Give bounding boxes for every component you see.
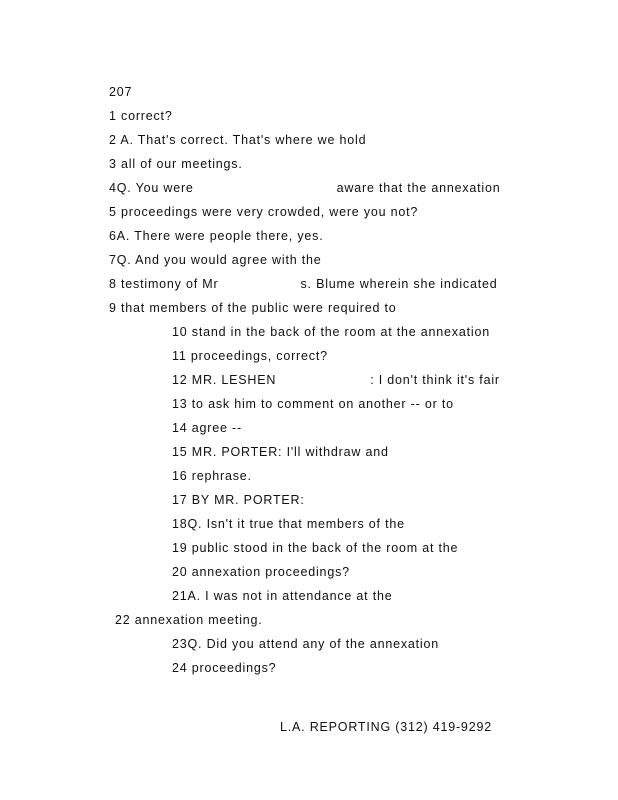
transcript-line-22: 22 annexation meeting. xyxy=(115,613,263,627)
transcript-line-13: 13 to ask him to comment on another -- or to xyxy=(172,397,454,411)
transcript-line-2: 2 A. That's correct. That's where we hold xyxy=(109,133,367,147)
transcript-line-3: 3 all of our meetings. xyxy=(109,157,243,171)
transcript-line-17: 17 BY MR. PORTER: xyxy=(172,493,305,507)
transcript-line-24: 24 proceedings? xyxy=(172,661,277,675)
transcript-line-14: 14 agree -- xyxy=(172,421,242,435)
transcript-line-19: 19 public stood in the back of the room at the xyxy=(172,541,459,555)
transcript-line-12: 12 MR. LESHEN : I don't think it's fair xyxy=(172,373,500,387)
transcript-line-18: 18Q. Isn't it true that members of the xyxy=(172,517,405,531)
transcript-line-8: 8 testimony of Mr s. Blume wherein she indicated xyxy=(109,277,498,291)
transcript-line-16: 16 rephrase. xyxy=(172,469,252,483)
transcript-line-20: 20 annexation proceedings? xyxy=(172,565,350,579)
reporter-footer: L.A. REPORTING (312) 419-9292 xyxy=(280,720,492,734)
transcript-line-7: 7Q. And you would agree with the xyxy=(109,253,322,267)
transcript-line-15: 15 MR. PORTER: I'll withdraw and xyxy=(172,445,389,459)
transcript-line-5: 5 proceedings were very crowded, were you not? xyxy=(109,205,419,219)
transcript-line-10: 10 stand in the back of the room at the annexation xyxy=(172,325,490,339)
transcript-line-9: 9 that members of the public were required to xyxy=(109,301,397,315)
page-number: 207 xyxy=(109,85,133,99)
transcript-line-23: 23Q. Did you attend any of the annexation xyxy=(172,637,439,651)
transcript-line-11: 11 proceedings, correct? xyxy=(172,349,328,363)
transcript-line-21: 21A. I was not in attendance at the xyxy=(172,589,393,603)
transcript-line-4: 4Q. You were aware that the annexation xyxy=(109,181,501,195)
transcript-line-6: 6A. There were people there, yes. xyxy=(109,229,324,243)
transcript-line-1: 1 correct? xyxy=(109,109,173,123)
